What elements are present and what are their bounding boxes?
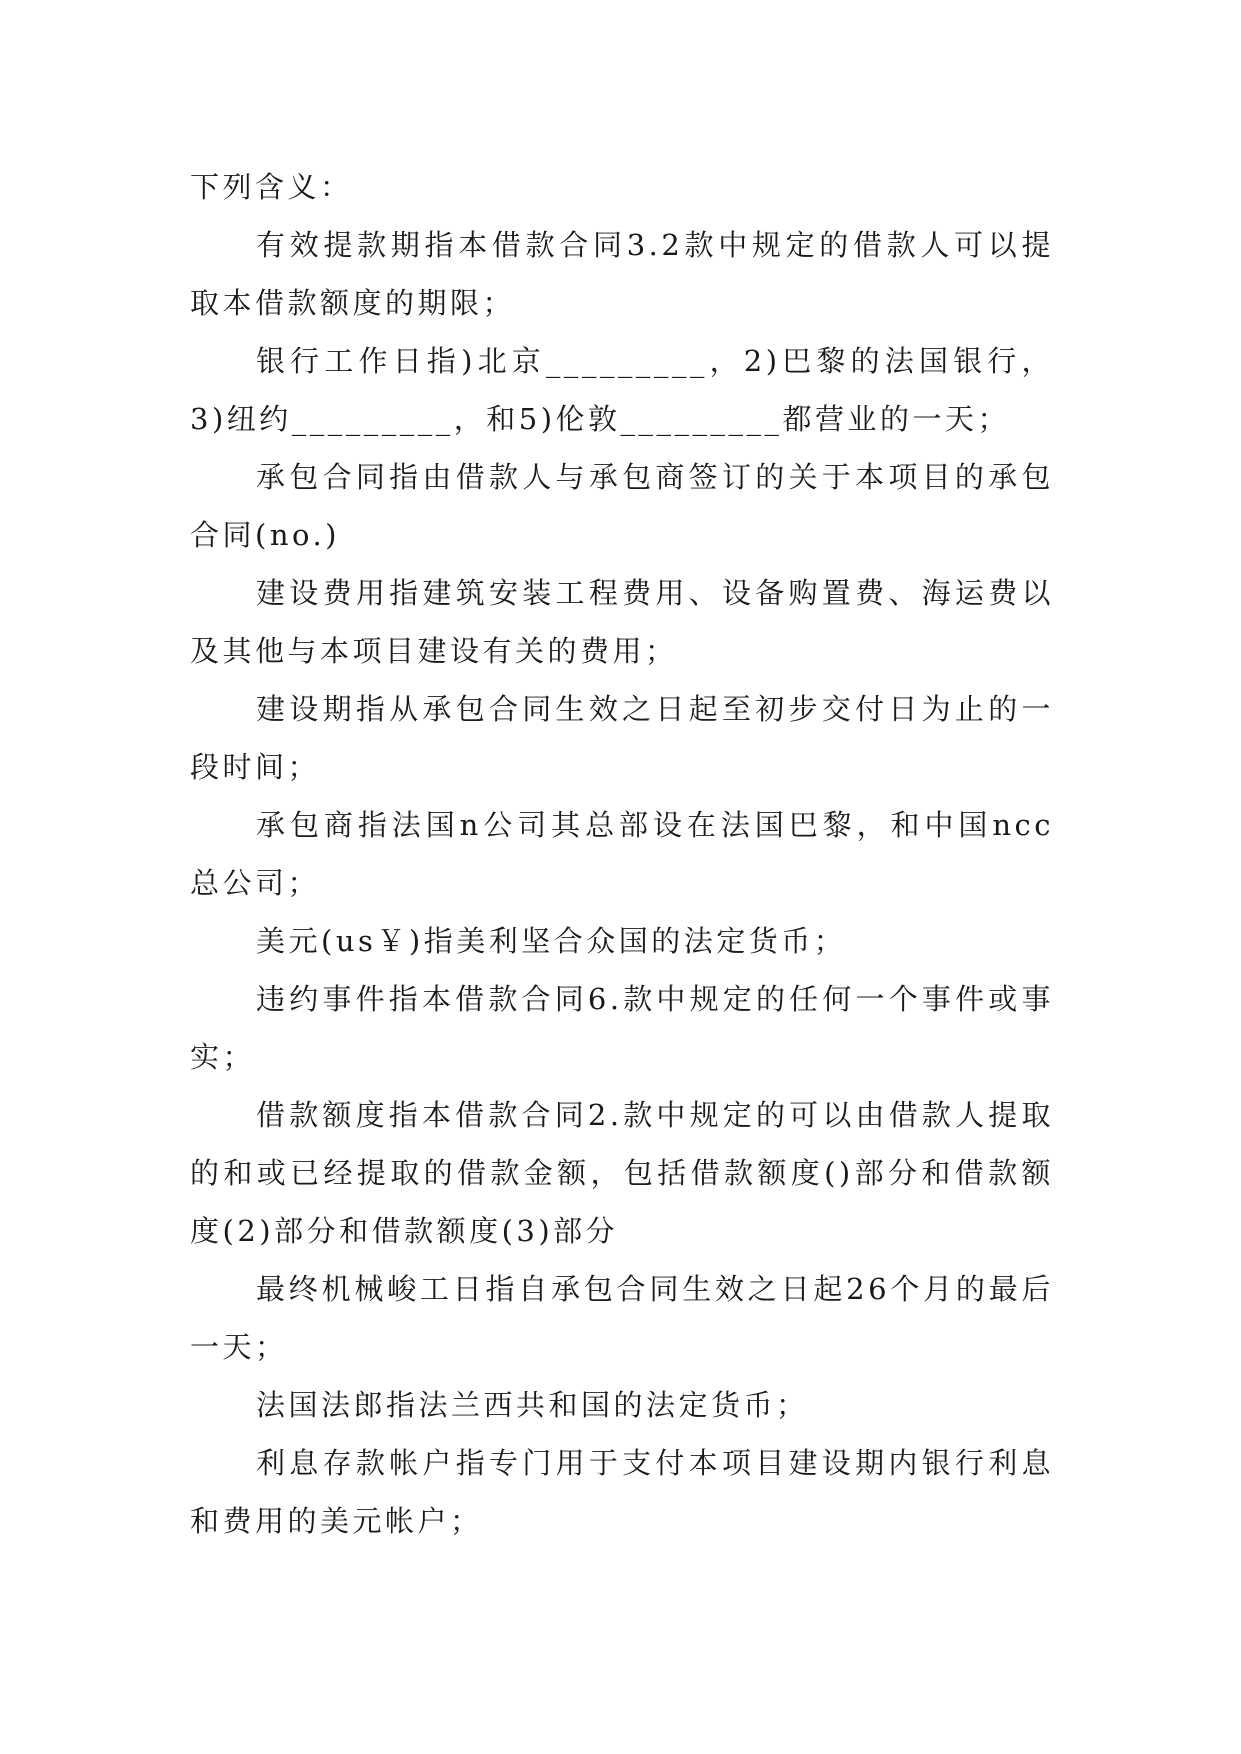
paragraph-french-franc: 法国法郎指法兰西共和国的法定货币； xyxy=(256,1388,809,1422)
document-body xyxy=(190,158,1054,1550)
paragraph-contract: 承包合同指由借款人与承包商签订的关于本项目的承包合同(no.) xyxy=(190,460,1054,552)
paragraph-loan-facility: 借款额度指本借款合同2.款中规定的可以由借款人提取的和或已经提取的借款金额，包括借款额度()部分和借款额度(2)部分和借款额度(3)部分 xyxy=(190,1098,1054,1248)
paragraph-effective-drawdown-period: 有效提款期指本借款合同3.2款中规定的借款人可以提取本借款额度的期限； xyxy=(190,228,1054,320)
paragraph-banking-day: 银行工作日指)北京_________，2)巴黎的法国银行，3)纽约_________，和5)伦敦_________都营业的一天； xyxy=(190,344,1054,436)
paragraph-event-of-default: 违约事件指本借款合同6.款中规定的任何一个事件或事实； xyxy=(190,982,1054,1074)
paragraph-contractor: 承包商指法国n公司其总部设在法国巴黎，和中国ncc总公司； xyxy=(190,808,1054,900)
paragraph-us-dollar: 美元(us￥)指美利坚合众国的法定货币； xyxy=(256,924,847,958)
paragraph-intro: 下列含义： xyxy=(190,170,353,204)
paragraph-construction-period: 建设期指从承包合同生效之日起至初步交付日为止的一段时间； xyxy=(190,692,1054,784)
paragraph-final-completion-date: 最终机械峻工日指自承包合同生效之日起26个月的最后一天； xyxy=(190,1272,1054,1364)
paragraph-construction-cost: 建设费用指建筑安装工程费用、设备购置费、海运费以及其他与本项目建设有关的费用； xyxy=(190,576,1054,668)
paragraph-interest-account: 利息存款帐户指专门用于支付本项目建设期内银行利息和费用的美元帐户； xyxy=(190,1446,1054,1538)
